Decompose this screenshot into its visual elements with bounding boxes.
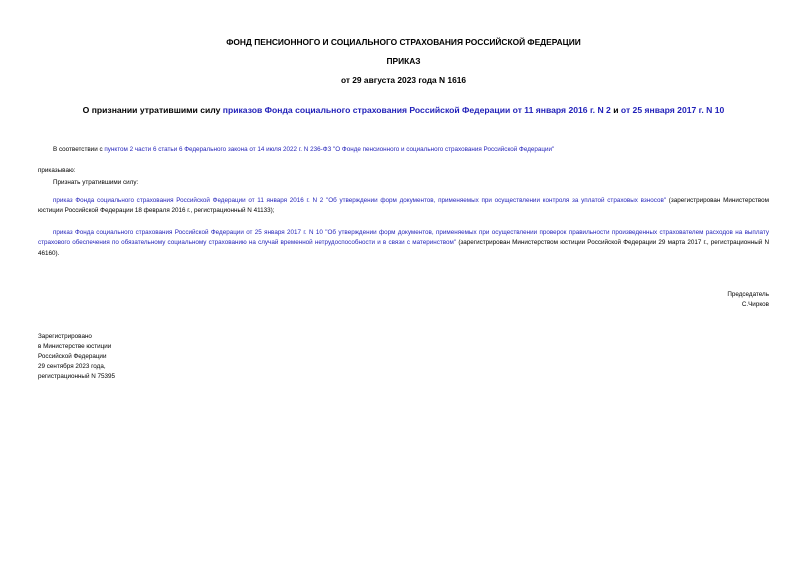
decision-intro: Признать утратившими силу:: [53, 179, 139, 186]
title-link-order-2017[interactable]: от 25 января 2017 г. N 10: [620, 105, 725, 115]
document-date: от 29 августа 2023 года N 1616: [340, 75, 467, 85]
signature-name: С.Чирков: [741, 301, 769, 308]
registration-line-1: Зарегистрировано: [38, 333, 92, 340]
item1-registration-note: (зарегистрирован Министерством юстиции Российской Федерации 18 февраля 2016 г., регистрационный N 41133);: [38, 197, 769, 215]
item2-registration-note: (зарегистрирован Министерством юстиции Российской Федерации 29 марта 2017 г., регистрационный N 46160).: [38, 239, 769, 257]
item1-order-link[interactable]: приказ Фонда социального страхования Российской Федерации от 11 января 2016 г. N 2 "Об утверждении форм документов, применяемых при осуществлении контроля за уплатой страховых взносов": [53, 197, 667, 204]
registration-line-4: 29 сентября 2023 года,: [38, 363, 106, 370]
registration-line-2: в Министерстве юстиции: [38, 343, 112, 350]
organization-name: ФОНД ПЕНСИОННОГО И СОЦИАЛЬНОГО СТРАХОВАНИЯ РОССИЙСКОЙ ФЕДЕРАЦИИ: [226, 37, 581, 47]
signature-position: Председатель: [727, 291, 769, 298]
preamble-law-link[interactable]: пунктом 2 части 6 статьи 6 Федерального закона от 14 июля 2022 г. N 236-ФЗ "О Фонде пенсионного и социального страхования Российской Федерации": [104, 146, 555, 153]
title-prefix: О признании утратившими силу: [82, 105, 223, 115]
preamble: [53, 145, 554, 155]
title-link-order-2016[interactable]: приказов Фонда социального страхования Российской Федерации от 11 января 2016 г. N 2: [222, 105, 611, 115]
preamble-prefix: В соответствии с: [53, 146, 105, 153]
document-title: [0, 105, 807, 115]
orders-word: приказываю:: [38, 167, 76, 174]
item2-order-link[interactable]: приказ Фонда социального страхования Российской Федерации от 25 января 2017 г. N 10 "Об утверждении форм документов, применяемых при осуществлении проверок правильности произведенных страхователем расходов на выплату страхового обеспечения по обязательному социальному страхованию на случай временной нетрудоспособности и в связи с материнством": [38, 229, 769, 247]
title-middle: и: [610, 105, 621, 115]
document-type: ПРИКАЗ: [386, 56, 421, 66]
repealed-item-2: [38, 228, 769, 259]
registration-line-3: Российской Федерации: [38, 353, 107, 360]
repealed-item-1: [38, 196, 769, 217]
registration-line-5: регистрационный N 75395: [38, 373, 116, 380]
